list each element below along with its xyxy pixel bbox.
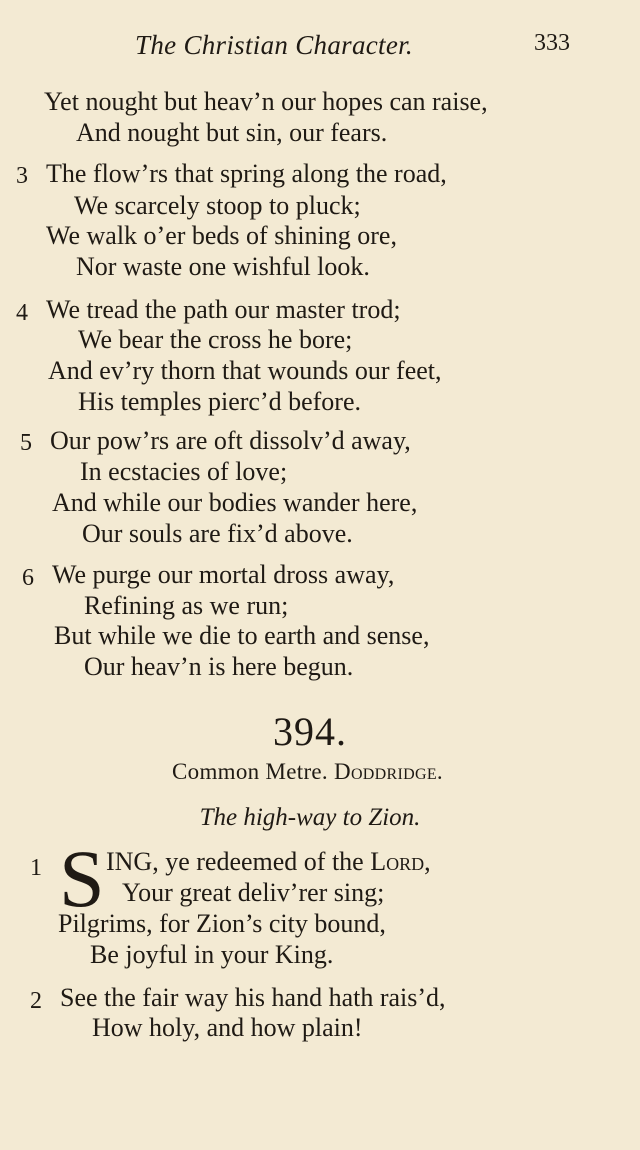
verse-line: Our pow’rs are oft dissolv’d away,	[50, 426, 411, 455]
verse-line: And nought but sin, our fears.	[76, 118, 388, 147]
hymn-subject: The high-way to Zion.	[199, 804, 421, 831]
verse-line: We purge our mortal dross away,	[52, 560, 395, 589]
verse-line: See the fair way his hand hath rais’d,	[60, 983, 446, 1012]
verse-line: But while we die to earth and sense,	[54, 621, 430, 650]
verse-number: 3	[16, 163, 28, 189]
verse-line-text: ING, ye redeemed of the	[106, 847, 371, 876]
verse-line: The flow’rs that spring along the road,	[46, 159, 447, 188]
running-head-title: The Christian Character.	[135, 30, 413, 60]
verse-number: 6	[22, 565, 34, 591]
verse-line: Yet nought but heav’n our hopes can raise,	[44, 87, 488, 116]
page-number: 333	[534, 30, 570, 56]
verse-line: We bear the cross he bore;	[78, 325, 353, 354]
verse-number: 1	[30, 855, 42, 881]
verse-line: And ev’ry thorn that wounds our feet,	[48, 356, 442, 385]
verse-line: Pilgrims, for Zion’s city bound,	[58, 909, 386, 938]
hymn-author: Doddridge.	[334, 759, 443, 784]
verse-line: Nor waste one wishful look.	[76, 252, 370, 281]
verse-number: 4	[16, 300, 28, 326]
drop-cap: S	[59, 833, 105, 924]
lord-small-caps: Lord	[370, 847, 425, 876]
verse-line: We tread the path our master trod;	[46, 295, 401, 324]
verse-line: His temples pierc’d before.	[78, 387, 362, 416]
verse-line: We scarcely stoop to pluck;	[74, 191, 361, 220]
running-head	[0, 30, 640, 66]
verse-line: Our souls are fix’d above.	[82, 519, 353, 548]
verse-number: 5	[20, 430, 32, 456]
verse-number: 2	[30, 988, 42, 1014]
verse-line-first	[106, 846, 431, 878]
verse-line: How holy, and how plain!	[92, 1013, 363, 1042]
verse-line: Our heav’n is here begun.	[84, 652, 354, 681]
verse-line: Refining as we run;	[84, 591, 289, 620]
verse-line: In ecstacies of love;	[80, 457, 288, 486]
hymn-meter: Common Metre.	[172, 759, 328, 784]
verse-line: Your great deliv’rer sing;	[122, 878, 385, 907]
verse-line-punct: ,	[424, 847, 431, 876]
verse-line: And while our bodies wander here,	[52, 488, 418, 517]
verse-line: Be joyful in your King.	[90, 940, 334, 969]
verse-line: We walk o’er beds of shining ore,	[46, 221, 397, 250]
hymn-meter-line	[0, 759, 615, 785]
hymn-number: 394.	[273, 709, 347, 754]
